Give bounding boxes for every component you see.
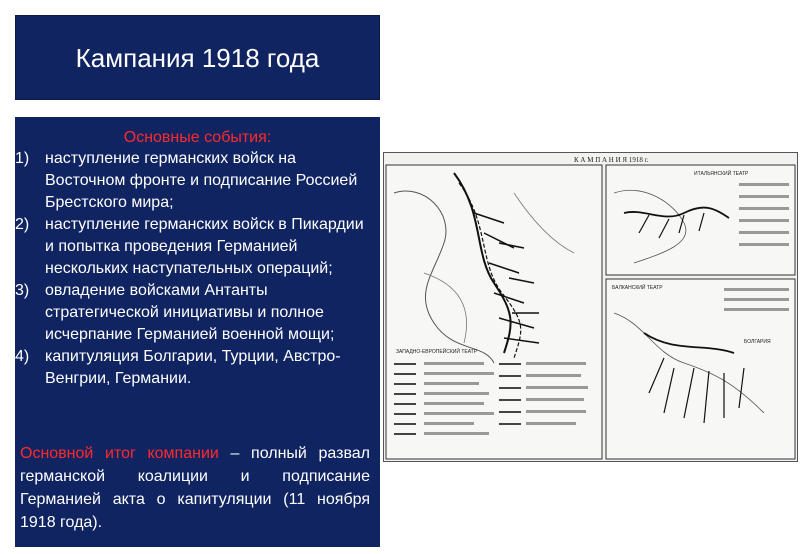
- event-number: 4): [15, 348, 30, 365]
- map-header: К А М П А Н И Я 1918 г.: [574, 156, 649, 164]
- panel-balkan-label: БАЛКАНСКИЙ ТЕАТР: [612, 285, 663, 291]
- map-drawing: [384, 153, 797, 461]
- event-item: [15, 346, 375, 390]
- event-text: капитуляция Болгарии, Турции, Австро-Венгрии, Германии.: [45, 348, 341, 387]
- event-item: [15, 214, 375, 280]
- panel-italy-label: ИТАЛЬЯНСКИЙ ТЕАТР: [694, 171, 749, 177]
- conclusion-highlight: Основной итог компании: [20, 445, 219, 462]
- campaign-map-image: [383, 152, 798, 462]
- event-text: наступление германских войск в Пикардии и попытка проведения Германией нескольких наступательных операций;: [45, 216, 364, 277]
- content-box: [15, 117, 380, 547]
- conclusion-paragraph: [20, 442, 370, 534]
- event-number: 1): [15, 150, 30, 167]
- conclusion-text: – полный развал германской коалиции и подписание Германией акта о капитуляции (11 ноября 1918 года).: [20, 445, 370, 531]
- events-list: [15, 148, 375, 390]
- event-text: наступление германских войск на Восточном фронте и подписание Россией Брестского мира;: [45, 150, 358, 211]
- event-item: [15, 280, 375, 346]
- event-text: овладение войсками Антанты стратегической инициативы и полное исчерпание Германией военной мощи;: [45, 282, 335, 343]
- title-box: [15, 15, 380, 100]
- panel-west-label: ЗАПАДНО-ЕВРОПЕЙСКИЙ ТЕАТР: [396, 349, 478, 355]
- label-bulgaria: БОЛГАРИЯ: [744, 339, 771, 345]
- events-title: Основные события:: [123, 129, 272, 146]
- event-number: 3): [15, 282, 30, 299]
- event-item: [15, 148, 375, 214]
- slide-title: Кампания 1918 года: [75, 43, 320, 73]
- event-number: 2): [15, 216, 30, 233]
